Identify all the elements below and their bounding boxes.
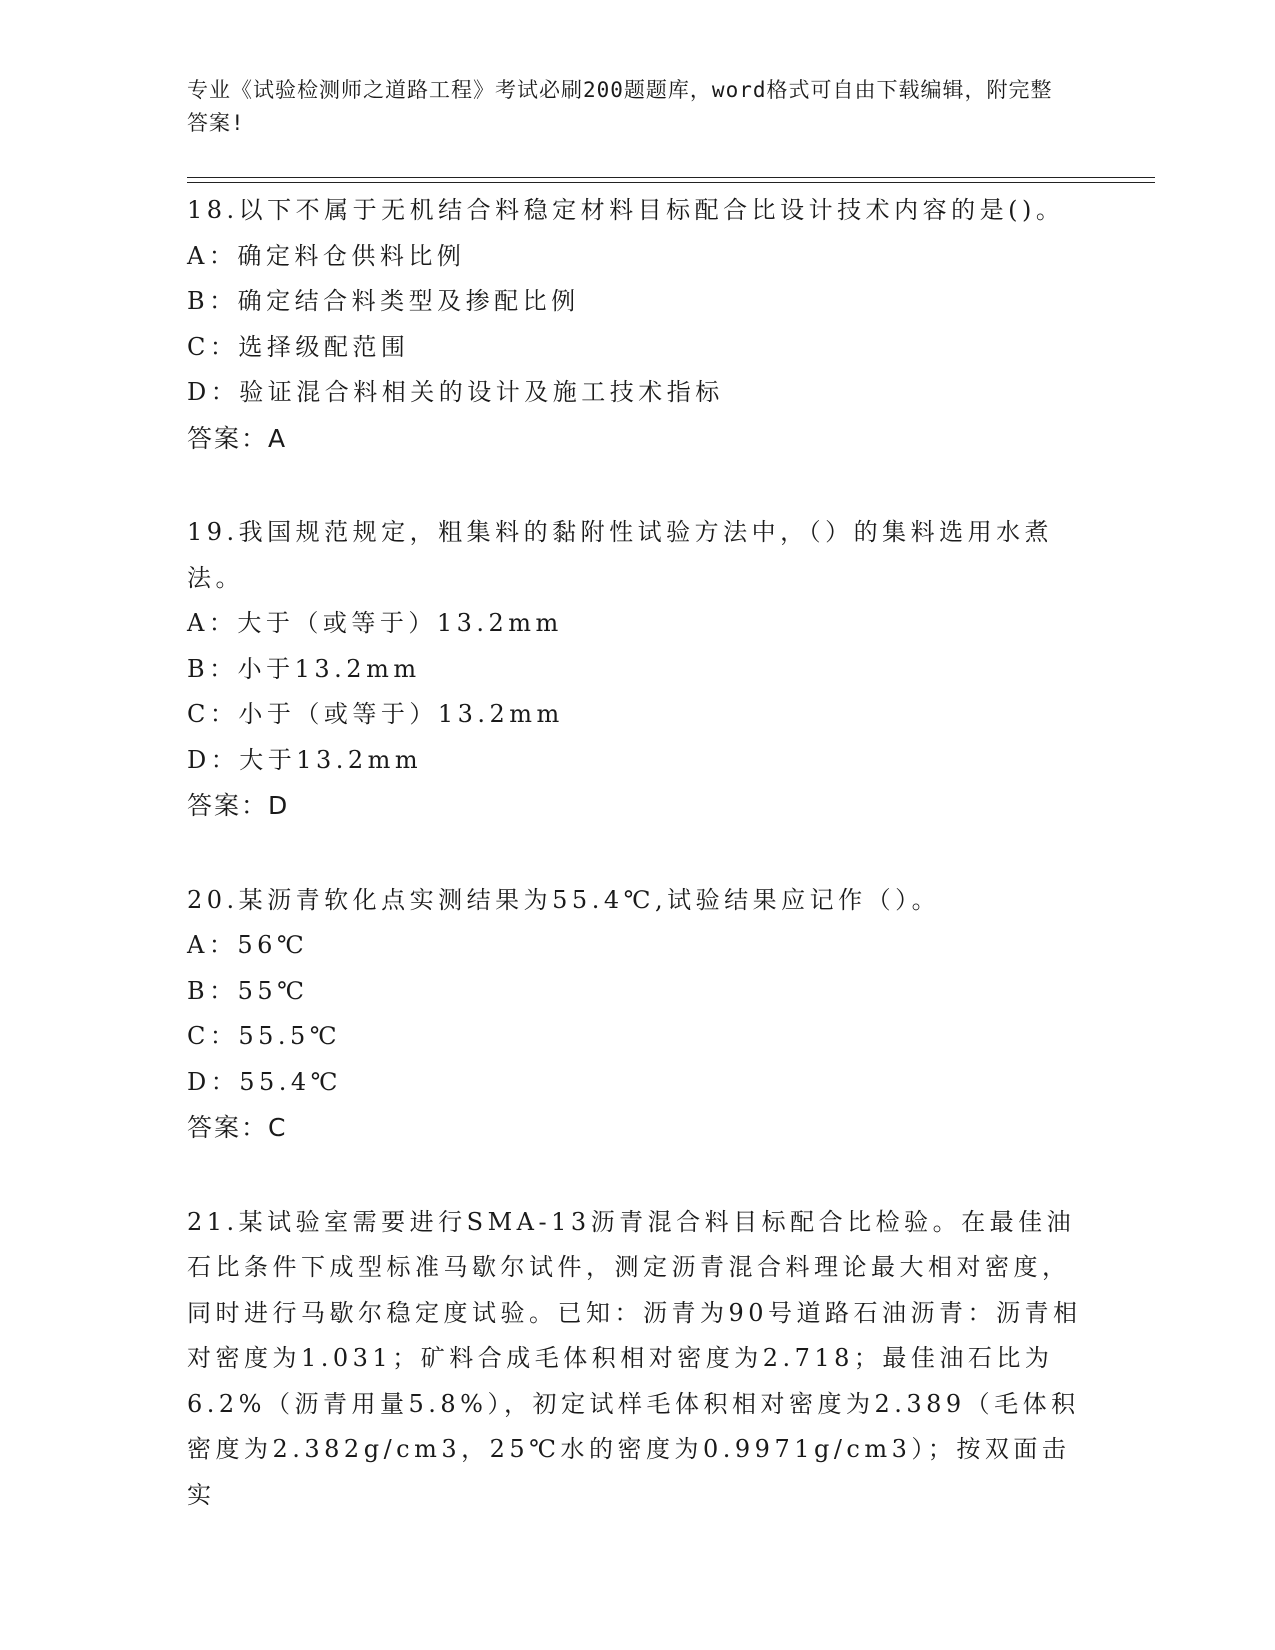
header-divider-bottom xyxy=(187,182,1155,183)
option-d: D：大于13.2mm xyxy=(187,745,423,774)
question-list xyxy=(187,188,1082,1567)
option-c: C：小于（或等于）13.2mm xyxy=(187,700,564,728)
option-c: C：55.5℃ xyxy=(187,1022,342,1050)
option-a: A：确定料仓供料比例 xyxy=(187,241,466,270)
answer-line: 答案：C xyxy=(187,1113,288,1142)
question-18 xyxy=(187,188,1082,461)
answer-line: 答案：D xyxy=(187,791,290,820)
option-c: C：选择级配范围 xyxy=(187,332,410,361)
answer-line: 答案：A xyxy=(187,423,288,453)
option-d: D：验证混合料相关的设计及施工技术指标 xyxy=(187,378,724,406)
question-stem: 21.某试验室需要进行SMA-13沥青混合料目标配合比检验。在最佳油石比条件下成型标准马歇尔试件，测定沥青混合料理论最大相对密度，同时进行马歇尔稳定度试验。已知：沥青为90号道路石油沥青：沥青相对密度为1.031；矿料合成毛体积相对密度为2.718；最佳油石比为6.2%（沥青用量5.8%），初定试样毛体积相对密度为2.389（毛体积密度为2.382g/cm3，25℃水的密度为0.9971g/cm3）；按双面击实 xyxy=(187,1207,1082,1509)
option-b: B：55℃ xyxy=(187,976,309,1005)
option-a: A：大于（或等于）13.2mm xyxy=(187,609,563,637)
header-divider-top xyxy=(187,177,1155,178)
option-b: B：确定结合料类型及掺配比例 xyxy=(187,287,580,315)
question-21 xyxy=(187,1200,1082,1519)
question-stem: 20.某沥青软化点实测结果为55.4℃,试验结果应记作（）。 xyxy=(187,885,941,914)
option-b: B：小于13.2mm xyxy=(187,654,421,683)
question-stem: 19.我国规范规定，粗集料的黏附性试验方法中，（）的集料选用水煮法。 xyxy=(187,518,1054,592)
option-d: D：55.4℃ xyxy=(187,1067,343,1096)
question-stem: 18.以下不属于无机结合料稳定材料目标配合比设计技术内容的是()。 xyxy=(187,196,1065,224)
question-20 xyxy=(187,878,1082,1151)
question-19 xyxy=(187,510,1082,829)
option-a: A：56℃ xyxy=(187,931,309,959)
page-header: 专业《试验检测师之道路工程》考试必刷200题题库，word格式可自由下载编辑，附完整答案! xyxy=(187,78,1053,135)
